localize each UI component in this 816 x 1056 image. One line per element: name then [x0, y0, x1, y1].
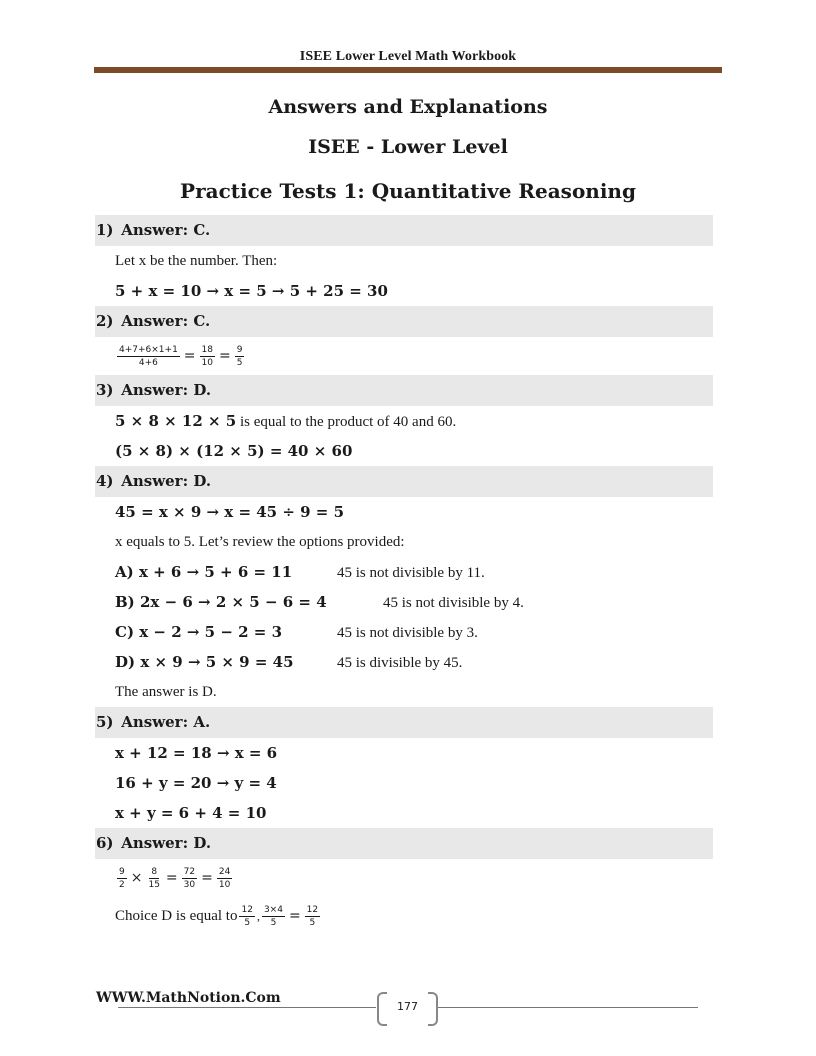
answer-bar-2 [95, 306, 713, 337]
explanation-line: x equals to 5. Let’s review the options provided: [115, 534, 405, 550]
fraction: $\frac{4+7+6\times 1+1}{4+6}$ [119, 344, 178, 368]
question-number: 3) [96, 381, 114, 399]
page-subtitle: ISEE - Lower Level [308, 136, 508, 158]
question-number: 2) [96, 312, 114, 330]
fraction: $\frac{9}{2}$ [119, 866, 125, 890]
explanation-line: Let x be the number. Then: [115, 253, 278, 269]
option-a: A) x + 6 → 5 + 6 = 11 45 is not divisible by 11. [115, 563, 485, 581]
equation-line: 16 + y = 20 → y = 4 [115, 774, 277, 792]
fraction: $\frac{12}{5}$ [306, 904, 319, 928]
fraction: $\frac{9}{5}$ [236, 344, 243, 368]
answer-bar-1 [95, 215, 713, 246]
explanation-line: 5 × 8 × 12 × 5 is equal to the product of 40 and 60. [115, 412, 457, 430]
choice-line: Choice D is equal to $\frac{12}{5}$ , $\frac{3\times 4}{5}$ = $\frac{12}{5}$ [115, 904, 319, 928]
question-number: 1) [96, 221, 114, 239]
answer-bar-3 [95, 375, 713, 406]
question-number: 6) [96, 834, 114, 852]
equation-line: x + 12 = 18 → x = 6 [115, 744, 278, 762]
page-title: Answers and Explanations [268, 96, 548, 118]
footer-rule [438, 1007, 698, 1008]
option-c: C) x − 2 → 5 − 2 = 3 45 is not divisible by 3. [115, 623, 478, 641]
running-header: ISEE Lower Level Math Workbook [299, 49, 517, 64]
page-number: 177 [397, 1000, 418, 1013]
answer-label: Answer: D. [121, 381, 212, 399]
option-d: D) x × 9 → 5 × 9 = 45 45 is divisible by 45. [115, 653, 463, 671]
explanation-line: The answer is D. [115, 684, 217, 700]
fraction: $\frac{24}{10}$ [218, 866, 231, 890]
question-number: 5) [96, 713, 114, 731]
answer-label: Answer: D. [121, 472, 212, 490]
fraction: $\frac{18}{10}$ [201, 344, 213, 368]
fraction-equation: $\frac{4+7+6\times 1+1}{4+6}$ = $\frac{18}{10}$ = $\frac{9}{5}$ [119, 344, 243, 368]
fraction-equation: $\frac{9}{2}$ × $\frac{8}{15}$ = $\frac{72}{30}$ = $\frac{24}{10}$ [119, 866, 231, 890]
equation-line: 45 = x × 9 → x = 45 ÷ 9 = 5 [115, 503, 345, 521]
answer-bar-4 [95, 466, 713, 497]
header-rule [94, 67, 722, 73]
equation-line: 5 + x = 10 → x = 5 → 5 + 25 = 30 [115, 282, 388, 300]
section-title: Practice Tests 1: Quantitative Reasoning [180, 179, 636, 203]
fraction: $\frac{12}{5}$ [241, 904, 253, 928]
question-number: 4) [96, 472, 114, 490]
answer-label: Answer: C. [121, 221, 211, 239]
option-b: B) 2x − 6 → 2 × 5 − 6 = 4 45 is not divisible by 4. [115, 593, 524, 611]
equation-line: x + y = 6 + 4 = 10 [115, 804, 267, 822]
footer-website: WWW.MathNotion.Com [96, 990, 281, 1006]
answers-list [95, 215, 713, 935]
answer-bar-5 [95, 707, 713, 738]
equation-line: (5 × 8) × (12 × 5) = 40 × 60 [115, 442, 353, 460]
footer-rule [118, 1007, 376, 1008]
fraction: $\frac{8}{15}$ [148, 866, 160, 890]
answer-bar-6 [95, 828, 713, 859]
answer-label: Answer: D. [121, 834, 212, 852]
fraction: $\frac{72}{30}$ [183, 866, 196, 890]
answer-label: Answer: A. [121, 713, 211, 731]
fraction: $\frac{3\times 4}{5}$ [263, 904, 283, 928]
answer-label: Answer: C. [121, 312, 211, 330]
